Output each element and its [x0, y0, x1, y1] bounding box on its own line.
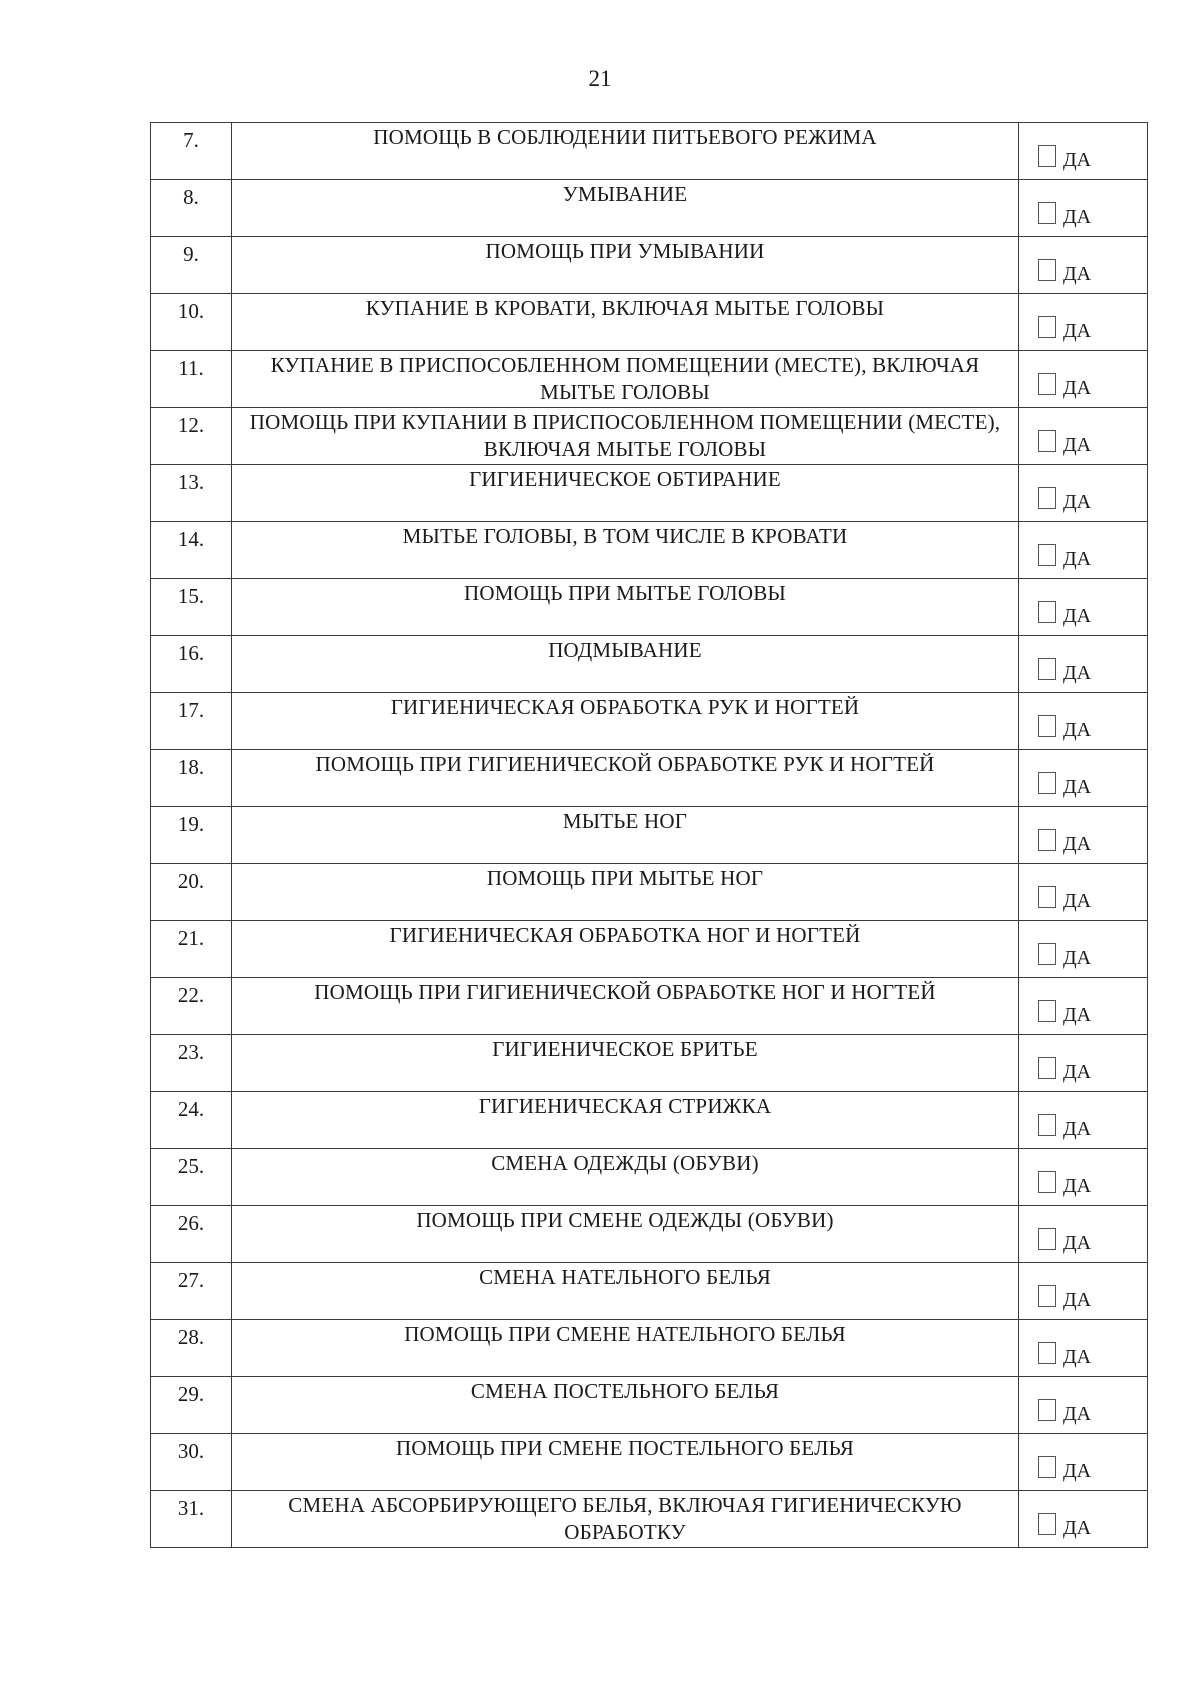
yes-checkbox[interactable]: [1038, 658, 1056, 680]
row-number: 29.: [151, 1377, 232, 1434]
service-name: ГИГИЕНИЧЕСКАЯ СТРИЖКА: [232, 1092, 1019, 1149]
table-row: [151, 180, 1148, 237]
yes-checkbox-label: ДА: [1063, 1232, 1092, 1254]
yes-cell: [1019, 864, 1148, 921]
row-number: 20.: [151, 864, 232, 921]
service-name: ПОДМЫВАНИЕ: [232, 636, 1019, 693]
yes-cell: [1019, 1377, 1148, 1434]
row-number: 9.: [151, 237, 232, 294]
service-name: ПОМОЩЬ ПРИ МЫТЬЕ ГОЛОВЫ: [232, 579, 1019, 636]
yes-checkbox-label: ДА: [1063, 1175, 1092, 1197]
yes-cell: [1019, 693, 1148, 750]
service-name: СМЕНА ОДЕЖДЫ (ОБУВИ): [232, 1149, 1019, 1206]
yes-cell: [1019, 1263, 1148, 1320]
service-name: ПОМОЩЬ В СОБЛЮДЕНИИ ПИТЬЕВОГО РЕЖИМА: [232, 123, 1019, 180]
yes-cell: [1019, 180, 1148, 237]
service-name: ГИГИЕНИЧЕСКАЯ ОБРАБОТКА РУК И НОГТЕЙ: [232, 693, 1019, 750]
table-row: [151, 408, 1148, 465]
service-name: МЫТЬЕ НОГ: [232, 807, 1019, 864]
yes-checkbox[interactable]: [1038, 1057, 1056, 1079]
yes-cell: [1019, 237, 1148, 294]
service-name: ПОМОЩЬ ПРИ СМЕНЕ ОДЕЖДЫ (ОБУВИ): [232, 1206, 1019, 1263]
row-number: 18.: [151, 750, 232, 807]
yes-cell: [1019, 579, 1148, 636]
service-name: СМЕНА АБСОРБИРУЮЩЕГО БЕЛЬЯ, ВКЛЮЧАЯ ГИГИЕНИЧЕСКУЮ ОБРАБОТКУ: [232, 1491, 1019, 1548]
yes-checkbox-label: ДА: [1063, 1460, 1092, 1482]
yes-checkbox[interactable]: [1038, 487, 1056, 509]
service-name: ГИГИЕНИЧЕСКАЯ ОБРАБОТКА НОГ И НОГТЕЙ: [232, 921, 1019, 978]
service-name: ПОМОЩЬ ПРИ МЫТЬЕ НОГ: [232, 864, 1019, 921]
yes-checkbox-label: ДА: [1063, 263, 1092, 285]
yes-checkbox[interactable]: [1038, 145, 1056, 167]
table-row: [151, 1320, 1148, 1377]
row-number: 22.: [151, 978, 232, 1035]
row-number: 11.: [151, 351, 232, 408]
table-row: [151, 750, 1148, 807]
row-number: 8.: [151, 180, 232, 237]
table-row: [151, 978, 1148, 1035]
table-row: [151, 123, 1148, 180]
yes-cell: [1019, 1206, 1148, 1263]
yes-checkbox[interactable]: [1038, 601, 1056, 623]
table-row: [151, 351, 1148, 408]
yes-checkbox[interactable]: [1038, 943, 1056, 965]
yes-checkbox-label: ДА: [1063, 1118, 1092, 1140]
table-row: [151, 1149, 1148, 1206]
yes-checkbox-label: ДА: [1063, 605, 1092, 627]
yes-checkbox-label: ДА: [1063, 149, 1092, 171]
yes-checkbox-label: ДА: [1063, 320, 1092, 342]
yes-checkbox[interactable]: [1038, 202, 1056, 224]
yes-cell: [1019, 750, 1148, 807]
row-number: 16.: [151, 636, 232, 693]
yes-checkbox[interactable]: [1038, 1285, 1056, 1307]
row-number: 27.: [151, 1263, 232, 1320]
yes-checkbox[interactable]: [1038, 1342, 1056, 1364]
yes-checkbox-label: ДА: [1063, 206, 1092, 228]
table-row: [151, 693, 1148, 750]
yes-checkbox-label: ДА: [1063, 1403, 1092, 1425]
yes-checkbox-label: ДА: [1063, 776, 1092, 798]
service-name: ГИГИЕНИЧЕСКОЕ БРИТЬЕ: [232, 1035, 1019, 1092]
service-name: ПОМОЩЬ ПРИ ГИГИЕНИЧЕСКОЙ ОБРАБОТКЕ РУК И НОГТЕЙ: [232, 750, 1019, 807]
yes-cell: [1019, 1149, 1148, 1206]
row-number: 10.: [151, 294, 232, 351]
table-row: [151, 864, 1148, 921]
service-name: УМЫВАНИЕ: [232, 180, 1019, 237]
yes-checkbox[interactable]: [1038, 316, 1056, 338]
yes-cell: [1019, 636, 1148, 693]
service-name: КУПАНИЕ В КРОВАТИ, ВКЛЮЧАЯ МЫТЬЕ ГОЛОВЫ: [232, 294, 1019, 351]
yes-checkbox-label: ДА: [1063, 1517, 1092, 1539]
service-name: ГИГИЕНИЧЕСКОЕ ОБТИРАНИЕ: [232, 465, 1019, 522]
table-row: [151, 237, 1148, 294]
yes-cell: [1019, 408, 1148, 465]
table-row: [151, 1092, 1148, 1149]
yes-cell: [1019, 123, 1148, 180]
row-number: 31.: [151, 1491, 232, 1548]
service-name: ПОМОЩЬ ПРИ УМЫВАНИИ: [232, 237, 1019, 294]
yes-cell: [1019, 1035, 1148, 1092]
row-number: 12.: [151, 408, 232, 465]
yes-checkbox[interactable]: [1038, 1513, 1056, 1535]
yes-checkbox-label: ДА: [1063, 719, 1092, 741]
row-number: 17.: [151, 693, 232, 750]
yes-checkbox-label: ДА: [1063, 434, 1092, 456]
yes-cell: [1019, 1092, 1148, 1149]
yes-checkbox-label: ДА: [1063, 890, 1092, 912]
yes-checkbox[interactable]: [1038, 1399, 1056, 1421]
table-row: [151, 1491, 1148, 1548]
yes-cell: [1019, 921, 1148, 978]
table-row: [151, 1377, 1148, 1434]
row-number: 25.: [151, 1149, 232, 1206]
table-row: [151, 294, 1148, 351]
table-row: [151, 807, 1148, 864]
row-number: 26.: [151, 1206, 232, 1263]
table-row: [151, 636, 1148, 693]
yes-cell: [1019, 1491, 1148, 1548]
row-number: 23.: [151, 1035, 232, 1092]
table-row: [151, 579, 1148, 636]
yes-cell: [1019, 294, 1148, 351]
row-number: 21.: [151, 921, 232, 978]
yes-checkbox[interactable]: [1038, 259, 1056, 281]
service-name: ПОМОЩЬ ПРИ ГИГИЕНИЧЕСКОЙ ОБРАБОТКЕ НОГ И НОГТЕЙ: [232, 978, 1019, 1035]
yes-checkbox-label: ДА: [1063, 947, 1092, 969]
yes-cell: [1019, 465, 1148, 522]
yes-checkbox-label: ДА: [1063, 491, 1092, 513]
yes-checkbox[interactable]: [1038, 544, 1056, 566]
yes-checkbox[interactable]: [1038, 886, 1056, 908]
yes-checkbox-label: ДА: [1063, 1346, 1092, 1368]
service-name: ПОМОЩЬ ПРИ СМЕНЕ ПОСТЕЛЬНОГО БЕЛЬЯ: [232, 1434, 1019, 1491]
yes-checkbox-label: ДА: [1063, 833, 1092, 855]
table-row: [151, 1263, 1148, 1320]
yes-cell: [1019, 1320, 1148, 1377]
service-name: ПОМОЩЬ ПРИ КУПАНИИ В ПРИСПОСОБЛЕННОМ ПОМЕЩЕНИИ (МЕСТЕ), ВКЛЮЧАЯ МЫТЬЕ ГОЛОВЫ: [232, 408, 1019, 465]
yes-checkbox[interactable]: [1038, 829, 1056, 851]
row-number: 30.: [151, 1434, 232, 1491]
table-row: [151, 1206, 1148, 1263]
table-row: [151, 522, 1148, 579]
row-number: 14.: [151, 522, 232, 579]
row-number: 15.: [151, 579, 232, 636]
yes-checkbox[interactable]: [1038, 772, 1056, 794]
yes-checkbox-label: ДА: [1063, 662, 1092, 684]
table-row: [151, 465, 1148, 522]
table-body: [151, 123, 1148, 1548]
service-name: СМЕНА НАТЕЛЬНОГО БЕЛЬЯ: [232, 1263, 1019, 1320]
care-services-table: [150, 122, 1148, 1548]
service-name: КУПАНИЕ В ПРИСПОСОБЛЕННОМ ПОМЕЩЕНИИ (МЕСТЕ), ВКЛЮЧАЯ МЫТЬЕ ГОЛОВЫ: [232, 351, 1019, 408]
yes-checkbox[interactable]: [1038, 1228, 1056, 1250]
yes-checkbox-label: ДА: [1063, 1004, 1092, 1026]
yes-cell: [1019, 807, 1148, 864]
table-row: [151, 1035, 1148, 1092]
yes-checkbox-label: ДА: [1063, 1061, 1092, 1083]
yes-checkbox-label: ДА: [1063, 377, 1092, 399]
yes-checkbox-label: ДА: [1063, 1289, 1092, 1311]
yes-checkbox[interactable]: [1038, 373, 1056, 395]
row-number: 19.: [151, 807, 232, 864]
yes-cell: [1019, 351, 1148, 408]
yes-checkbox[interactable]: [1038, 1171, 1056, 1193]
yes-checkbox[interactable]: [1038, 1114, 1056, 1136]
yes-cell: [1019, 1434, 1148, 1491]
page-number: 21: [588, 66, 612, 91]
yes-checkbox[interactable]: [1038, 1456, 1056, 1478]
yes-cell: [1019, 522, 1148, 579]
yes-checkbox-label: ДА: [1063, 548, 1092, 570]
row-number: 24.: [151, 1092, 232, 1149]
table-row: [151, 921, 1148, 978]
yes-checkbox[interactable]: [1038, 715, 1056, 737]
row-number: 7.: [151, 123, 232, 180]
row-number: 13.: [151, 465, 232, 522]
service-name: СМЕНА ПОСТЕЛЬНОГО БЕЛЬЯ: [232, 1377, 1019, 1434]
yes-checkbox[interactable]: [1038, 430, 1056, 452]
service-name: ПОМОЩЬ ПРИ СМЕНЕ НАТЕЛЬНОГО БЕЛЬЯ: [232, 1320, 1019, 1377]
service-name: МЫТЬЕ ГОЛОВЫ, В ТОМ ЧИСЛЕ В КРОВАТИ: [232, 522, 1019, 579]
yes-checkbox[interactable]: [1038, 1000, 1056, 1022]
table-row: [151, 1434, 1148, 1491]
row-number: 28.: [151, 1320, 232, 1377]
yes-cell: [1019, 978, 1148, 1035]
